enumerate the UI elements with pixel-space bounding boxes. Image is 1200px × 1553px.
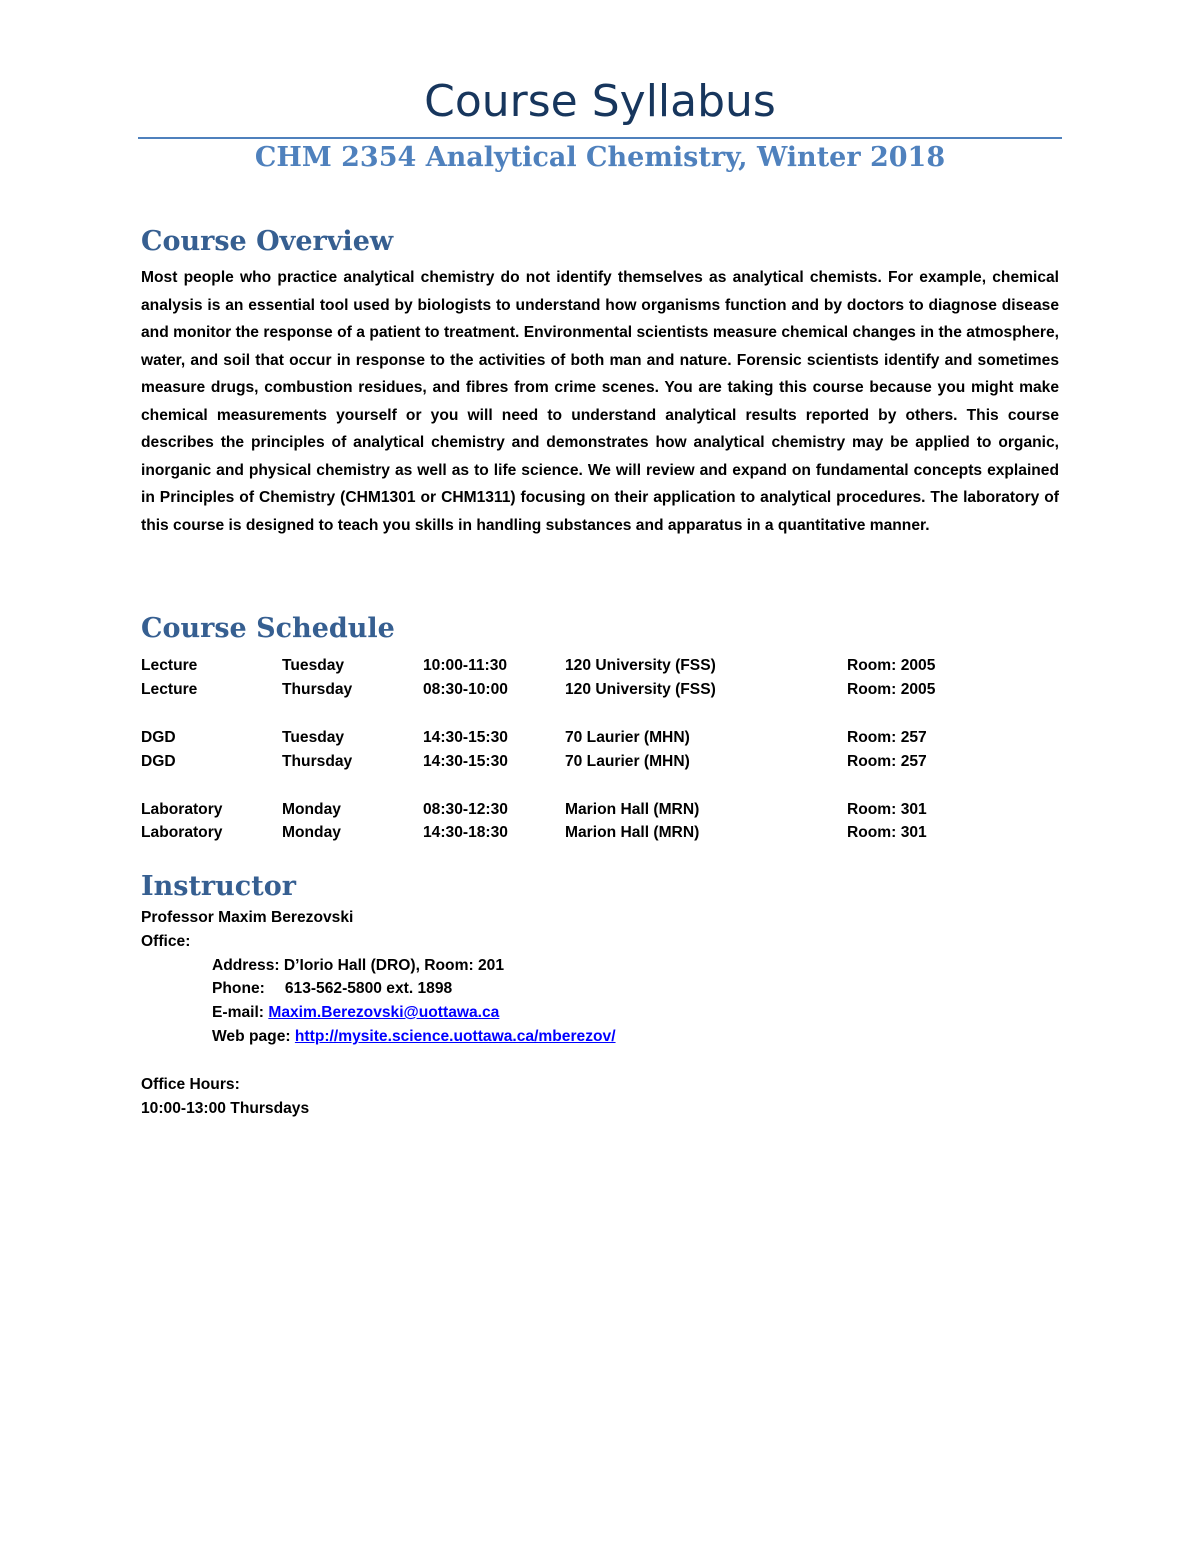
email-label: E-mail: <box>212 1004 264 1021</box>
schedule-time: 08:30-10:00 <box>423 681 508 698</box>
schedule-day: Thursday <box>282 753 353 770</box>
office-address: Address: D’Iorio Hall (DRO), Room: 201 <box>212 957 504 974</box>
schedule-row <box>141 654 1041 678</box>
webpage-line <box>212 1025 616 1049</box>
instructor-name: Professor Maxim Berezovski <box>141 909 354 926</box>
schedule-time: 14:30-18:30 <box>423 824 508 841</box>
schedule-time: 10:00-11:30 <box>423 657 508 674</box>
office-hours-value: 10:00-13:00 Thursdays <box>141 1100 310 1117</box>
schedule-row <box>141 678 1041 702</box>
office-label: Office: <box>141 933 191 950</box>
document-title: Course Syllabus <box>424 76 776 127</box>
schedule-heading: Course Schedule <box>141 613 395 644</box>
office-phone-line <box>212 977 452 1001</box>
phone-number: 613-562-5800 ext. 1898 <box>284 980 453 997</box>
schedule-room: Room: 257 <box>847 753 927 770</box>
email-link[interactable]: Maxim.Berezovski@uottawa.ca <box>268 1004 500 1021</box>
schedule-location: 120 University (FSS) <box>565 681 716 698</box>
schedule-type: Lecture <box>141 681 198 698</box>
schedule-row <box>141 750 1041 774</box>
schedule-type: DGD <box>141 729 176 746</box>
title-divider <box>138 137 1062 139</box>
schedule-row <box>141 821 1041 845</box>
schedule-day: Tuesday <box>282 657 345 674</box>
schedule-day: Thursday <box>282 681 353 698</box>
schedule-room: Room: 257 <box>847 729 927 746</box>
document-subtitle: CHM 2354 Analytical Chemistry, Winter 2018 <box>254 142 946 173</box>
schedule-room: Room: 301 <box>847 824 927 841</box>
schedule-location: 70 Laurier (MHN) <box>565 729 690 746</box>
overview-paragraph: Most people who practice analytical chemistry do not identify themselves as analytical chemists. For example, chemical analysis is an essential tool used by biologists to understand how organisms function and by doctors to diagnose disease and monitor the response of a patient to treatment. Environmental scientists measure chemical changes in the atmosphere, water, and soil that occur in response to the activities of both man and nature. Forensic scientists identify and sometimes measure drugs, combustion residues, and fibres from crime scenes. You are taking this course because you might make chemical measurements yourself or you will need to understand analytical results reported by others. This course describes the principles of analytical chemistry and demonstrates how analytical chemistry may be applied to organic, inorganic and physical chemistry as well as to life science. We will review and expand on fundamental concepts explained in Principles of Chemistry (CHM1301 or CHM1311) focusing on their application to analytical procedures. The laboratory of this course is designed to teach you skills in handling substances and apparatus in a quantitative manner. <box>141 269 1059 534</box>
schedule-location: Marion Hall (MRN) <box>565 824 700 841</box>
schedule-time: 14:30-15:30 <box>423 753 508 770</box>
phone-label: Phone: <box>212 980 265 997</box>
schedule-day: Monday <box>282 824 341 841</box>
schedule-room: Room: 2005 <box>847 681 936 698</box>
schedule-room: Room: 2005 <box>847 657 936 674</box>
schedule-type: Lecture <box>141 657 198 674</box>
schedule-day: Tuesday <box>282 729 345 746</box>
schedule-time: 08:30-12:30 <box>423 801 508 818</box>
schedule-day: Monday <box>282 801 341 818</box>
schedule-type: Laboratory <box>141 824 223 841</box>
schedule-type: DGD <box>141 753 176 770</box>
schedule-location: 120 University (FSS) <box>565 657 716 674</box>
webpage-label: Web page: <box>212 1028 291 1045</box>
email-line <box>212 1001 499 1025</box>
schedule-row <box>141 726 1041 750</box>
schedule-time: 14:30-15:30 <box>423 729 508 746</box>
schedule-location: 70 Laurier (MHN) <box>565 753 690 770</box>
instructor-heading: Instructor <box>141 871 296 902</box>
overview-heading: Course Overview <box>141 226 394 257</box>
webpage-link[interactable]: http://mysite.science.uottawa.ca/mberezov/ <box>294 1028 616 1045</box>
schedule-location: Marion Hall (MRN) <box>565 801 700 818</box>
schedule-type: Laboratory <box>141 801 223 818</box>
office-hours-label: Office Hours: <box>141 1076 240 1093</box>
schedule-row <box>141 798 1041 822</box>
schedule-room: Room: 301 <box>847 801 927 818</box>
